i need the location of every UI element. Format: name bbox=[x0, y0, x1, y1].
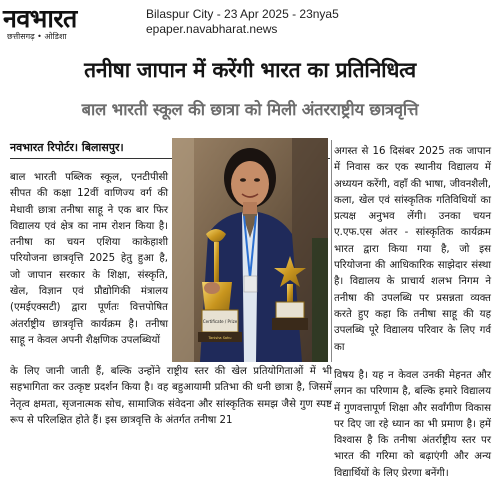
trophy-plate-text: Certificate / Prize bbox=[202, 319, 238, 324]
article-column-right bbox=[334, 144, 491, 356]
article-subheadline: बाल भारती स्कूल की छात्रा को मिली अंतरराष्ट्रीय छात्रवृत्ति bbox=[81, 100, 419, 119]
article-bottom-left bbox=[10, 364, 332, 429]
trophy-base-text: Tanisha Sahu bbox=[208, 336, 232, 340]
student-photo-illustration bbox=[172, 138, 328, 362]
bottom-right-text: विषय है। यह न केवल उनकी मेहनत और लगन का परिणाम है, बल्कि हमारे विद्यालय में गुणवत्तापूर्ण शिक्षा और सर्वांगीण विकास पर दिए जा रहे ध्यान का भी प्रमाण है। हमें विश्वास है कि तनीषा अंतर्राष्ट्रीय स्तर पर भारत की गरिमा को बढ़ाएंगी और अन्य विद्यार्थियों के लिए प्रेरणा बनेंगी। bbox=[334, 370, 491, 479]
student-photo bbox=[172, 138, 328, 362]
edition-line: Bilaspur City - 23 Apr 2025 - 23nya5 bbox=[146, 7, 339, 21]
masthead bbox=[0, 0, 500, 44]
column-divider bbox=[331, 140, 332, 362]
newspaper-logo bbox=[3, 3, 135, 43]
byline: नवभारत रिपोर्टर। बिलासपुर। bbox=[10, 141, 124, 154]
logo-subtitle: छत्तीसगढ़ • ओडिशा bbox=[7, 32, 67, 41]
article-column-left bbox=[10, 170, 168, 349]
article-headline: तनीषा जापान में करेंगी भारत का प्रतिनिधित्व bbox=[84, 58, 416, 82]
column-right-text: अगस्त से 16 दिसंबर 2025 तक जापान में निवास कर एक स्थानीय विद्यालय में अध्ययन करेंगी, वहाँ की भाषा, जीवनशैली, कला, खेल एवं सांस्कृतिक गतिविधियों का प्रत्यक्ष अनुभव लेंगी। उनका चयन ए.एफ.एस अंतर - सांस्कृतिक कार्यक्रम भारत द्वारा किया गया है, जो इस परियोजना की आधिकारिक साझेदार संस्था है। विद्यालय के प्राचार्य शलभ निगम ने तनीषा की उपलब्धि पर प्रसन्नता व्यक्त करते हुए कहा कि तनीषा साहू की यह उपलब्धि पूरे विद्यालय परिवार के लिए गर्व का bbox=[334, 146, 491, 353]
bottom-left-text: के लिए जानी जाती हैं, बल्कि उन्होंने राष्ट्रीय स्तर की खेल प्रतियोगिताओं में भी सहभागिता कर उत्कृष्ट प्रदर्शन किया है। वह बहुआयामी प्रतिभा की धनी छात्रा है, जिसमें नेतृत्व क्षमता, सृजनात्मक सोच, सामाजिक संवेदना और सांस्कृतिक समझ जैसे गुण स्पष्ट रूप से परिलक्षित होते हैं। इस छात्रवृत्ति के अंतर्गत तनीषा 21 bbox=[10, 366, 332, 426]
logo-text: नवभारत bbox=[3, 4, 77, 33]
epaper-site[interactable]: epaper.navabharat.news bbox=[146, 22, 278, 36]
column-left-text: बाल भारती पब्लिक स्कूल, एनटीपीसी सीपत की कक्षा 12वीं वाणिज्य वर्ग की मेधावी छात्रा तनीषा साहू ने एक बार फिर विद्यालय एवं क्षेत्र का नाम रोशन किया है। तनीषा का चयन एशिया काकेहाशी परियोजना छात्रवृत्ति 2025 हेतु हुआ है, जो जापान सरकार के शिक्षा, संस्कृति, खेल, विज्ञान एवं प्रौद्योगिकी मंत्रालय (एमईएक्सटी) द्वारा पूर्णतः वित्तपोषित अंतर्राष्ट्रीय छात्रवृत्ति कार्यक्रम है। तनीषा साहू न केवल अपनी शैक्षणिक उपलब्धियों bbox=[10, 172, 168, 346]
article-bottom-right bbox=[334, 368, 491, 482]
edition-info bbox=[146, 7, 339, 37]
